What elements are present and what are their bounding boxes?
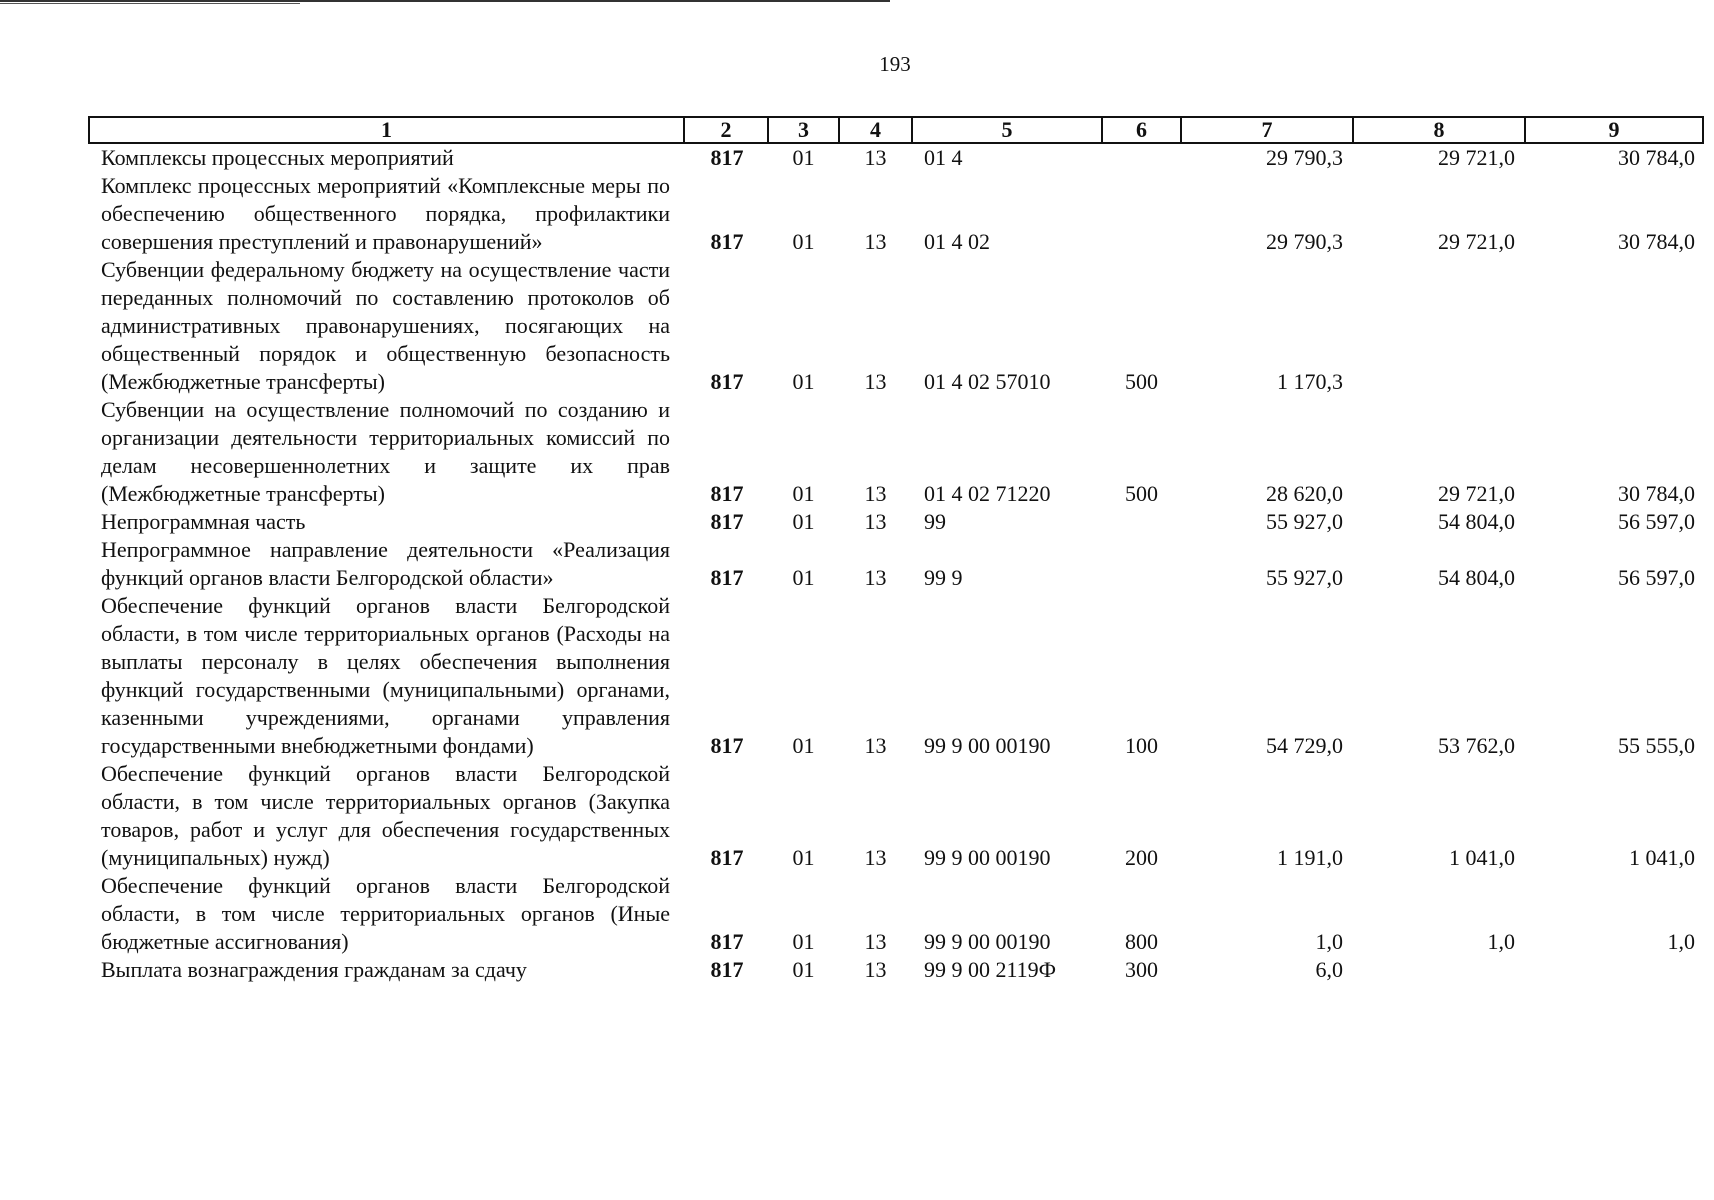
table-row (89, 592, 1703, 760)
row-subsection: 13 (864, 229, 887, 254)
row-expense-type (1102, 536, 1181, 592)
table-header (89, 117, 1703, 143)
row-grbs: 817 (710, 565, 744, 590)
row-name: Субвенции федеральному бюджету на осуществление части переданных полномочий по составлению протоколов об административных правонарушениях, посягающих на общественный порядок и общественную безопасность (Межбюджетные трансферты) (101, 257, 670, 394)
row-grbs: 817 (710, 509, 744, 534)
row-value-col9: 30 784,0 (1618, 229, 1695, 254)
row-name: Непрограммная часть (101, 509, 306, 534)
row-section: 01 (792, 369, 815, 394)
row-value-col7: 55 927,0 (1266, 509, 1343, 534)
row-name: Обеспечение функций органов власти Белгородской области, в том числе территориальных органов (Расходы на выплаты персоналу в целях обеспечения выполнения функций государственными (муниципальными) органами, казенными учреждениями, органами управления государственными внебюджетными фондами) (101, 593, 670, 758)
row-value-col7: 29 790,3 (1266, 229, 1343, 254)
row-subsection: 13 (864, 481, 887, 506)
row-section: 01 (792, 845, 815, 870)
header-col-6: 6 (1102, 117, 1181, 143)
row-expense-type: 500 (1125, 369, 1158, 394)
row-value-col7: 54 729,0 (1266, 733, 1343, 758)
row-expense-type: 800 (1125, 929, 1158, 954)
row-subsection: 13 (864, 929, 887, 954)
row-target-article: 01 4 02 (924, 229, 990, 254)
row-grbs: 817 (710, 229, 744, 254)
row-value-col8: 54 804,0 (1438, 509, 1515, 534)
budget-table (88, 116, 1704, 984)
row-target-article: 99 9 (924, 565, 963, 590)
row-section: 01 (792, 481, 815, 506)
row-section: 01 (792, 145, 815, 170)
row-grbs: 817 (710, 369, 744, 394)
row-grbs: 817 (710, 481, 744, 506)
table-row (89, 172, 1703, 256)
row-value-col7: 28 620,0 (1266, 481, 1343, 506)
table-row (89, 143, 1703, 172)
row-target-article: 99 9 00 00190 (924, 733, 1051, 758)
header-col-2: 2 (684, 117, 768, 143)
row-subsection: 13 (864, 145, 887, 170)
row-expense-type (1102, 143, 1181, 172)
row-value-col9 (1525, 956, 1703, 984)
table-row (89, 956, 1703, 984)
row-value-col8 (1353, 256, 1525, 396)
table-row (89, 396, 1703, 508)
row-value-col8: 29 721,0 (1438, 481, 1515, 506)
row-subsection: 13 (864, 957, 887, 982)
table-row (89, 760, 1703, 872)
row-grbs: 817 (710, 957, 744, 982)
row-grbs: 817 (710, 929, 744, 954)
row-section: 01 (792, 229, 815, 254)
row-value-col9: 55 555,0 (1618, 733, 1695, 758)
row-section: 01 (792, 929, 815, 954)
row-expense-type: 500 (1125, 481, 1158, 506)
page-number: 193 (879, 52, 911, 76)
table-body (89, 143, 1703, 984)
row-grbs: 817 (710, 733, 744, 758)
row-value-col8: 53 762,0 (1438, 733, 1515, 758)
table-row (89, 256, 1703, 396)
row-value-col8: 54 804,0 (1438, 565, 1515, 590)
row-name: Субвенции на осуществление полномочий по созданию и организации деятельности территориальных комиссий по делам несовершеннолетних и защите их прав (Межбюджетные трансферты) (101, 397, 670, 506)
table-row (89, 536, 1703, 592)
row-name: Комплекс процессных мероприятий «Комплексные меры по обеспечению общественного порядка, профилактики совершения преступлений и правонарушений» (101, 173, 670, 254)
row-value-col7: 55 927,0 (1266, 565, 1343, 590)
row-value-col9: 1 041,0 (1629, 845, 1695, 870)
row-value-col9: 56 597,0 (1618, 509, 1695, 534)
row-subsection: 13 (864, 369, 887, 394)
row-value-col9: 30 784,0 (1618, 145, 1695, 170)
table-row (89, 508, 1703, 536)
scan-top-edge-shadow (0, 3, 300, 4)
row-name: Непрограммное направление деятельности «Реализация функций органов власти Белгородской области» (101, 537, 670, 590)
row-subsection: 13 (864, 565, 887, 590)
row-target-article: 01 4 (924, 145, 963, 170)
row-value-col8: 29 721,0 (1438, 145, 1515, 170)
row-name: Обеспечение функций органов власти Белгородской области, в том числе территориальных органов (Закупка товаров, работ и услуг для обеспечения государственных (муниципальных) нужд) (101, 761, 670, 870)
header-col-9: 9 (1525, 117, 1703, 143)
row-name: Выплата вознаграждения гражданам за сдачу (101, 957, 527, 982)
row-section: 01 (792, 733, 815, 758)
row-expense-type: 100 (1125, 733, 1158, 758)
row-value-col8: 1 041,0 (1449, 845, 1515, 870)
row-value-col9 (1525, 256, 1703, 396)
row-expense-type (1102, 172, 1181, 256)
row-section: 01 (792, 509, 815, 534)
row-value-col7: 6,0 (1315, 957, 1343, 982)
row-subsection: 13 (864, 509, 887, 534)
header-col-1: 1 (89, 117, 684, 143)
row-value-col7: 1 191,0 (1277, 845, 1343, 870)
row-section: 01 (792, 565, 815, 590)
table-row (89, 872, 1703, 956)
header-col-3: 3 (768, 117, 839, 143)
row-value-col8 (1353, 956, 1525, 984)
row-target-article: 99 9 00 2119Ф (924, 957, 1057, 982)
row-value-col8: 29 721,0 (1438, 229, 1515, 254)
row-target-article: 99 (924, 509, 946, 534)
row-value-col8: 1,0 (1487, 929, 1515, 954)
row-value-col7: 29 790,3 (1266, 145, 1343, 170)
row-target-article: 01 4 02 57010 (924, 369, 1051, 394)
row-subsection: 13 (864, 733, 887, 758)
row-value-col7: 1,0 (1315, 929, 1343, 954)
header-col-4: 4 (839, 117, 912, 143)
row-grbs: 817 (710, 145, 744, 170)
row-expense-type (1102, 508, 1181, 536)
row-value-col9: 30 784,0 (1618, 481, 1695, 506)
row-expense-type: 200 (1125, 845, 1158, 870)
row-section: 01 (792, 957, 815, 982)
row-target-article: 99 9 00 00190 (924, 845, 1051, 870)
row-subsection: 13 (864, 845, 887, 870)
row-expense-type: 300 (1125, 957, 1158, 982)
row-target-article: 99 9 00 00190 (924, 929, 1051, 954)
row-value-col7: 1 170,3 (1277, 369, 1343, 394)
header-col-8: 8 (1353, 117, 1525, 143)
row-target-article: 01 4 02 71220 (924, 481, 1051, 506)
header-col-7: 7 (1181, 117, 1353, 143)
row-name: Комплексы процессных мероприятий (101, 145, 454, 170)
header-col-5: 5 (912, 117, 1102, 143)
header-row (89, 117, 1703, 143)
row-value-col9: 56 597,0 (1618, 565, 1695, 590)
row-grbs: 817 (710, 845, 744, 870)
row-name: Обеспечение функций органов власти Белгородской области, в том числе территориальных органов (Иные бюджетные ассигнования) (101, 873, 670, 954)
row-value-col9: 1,0 (1667, 929, 1695, 954)
